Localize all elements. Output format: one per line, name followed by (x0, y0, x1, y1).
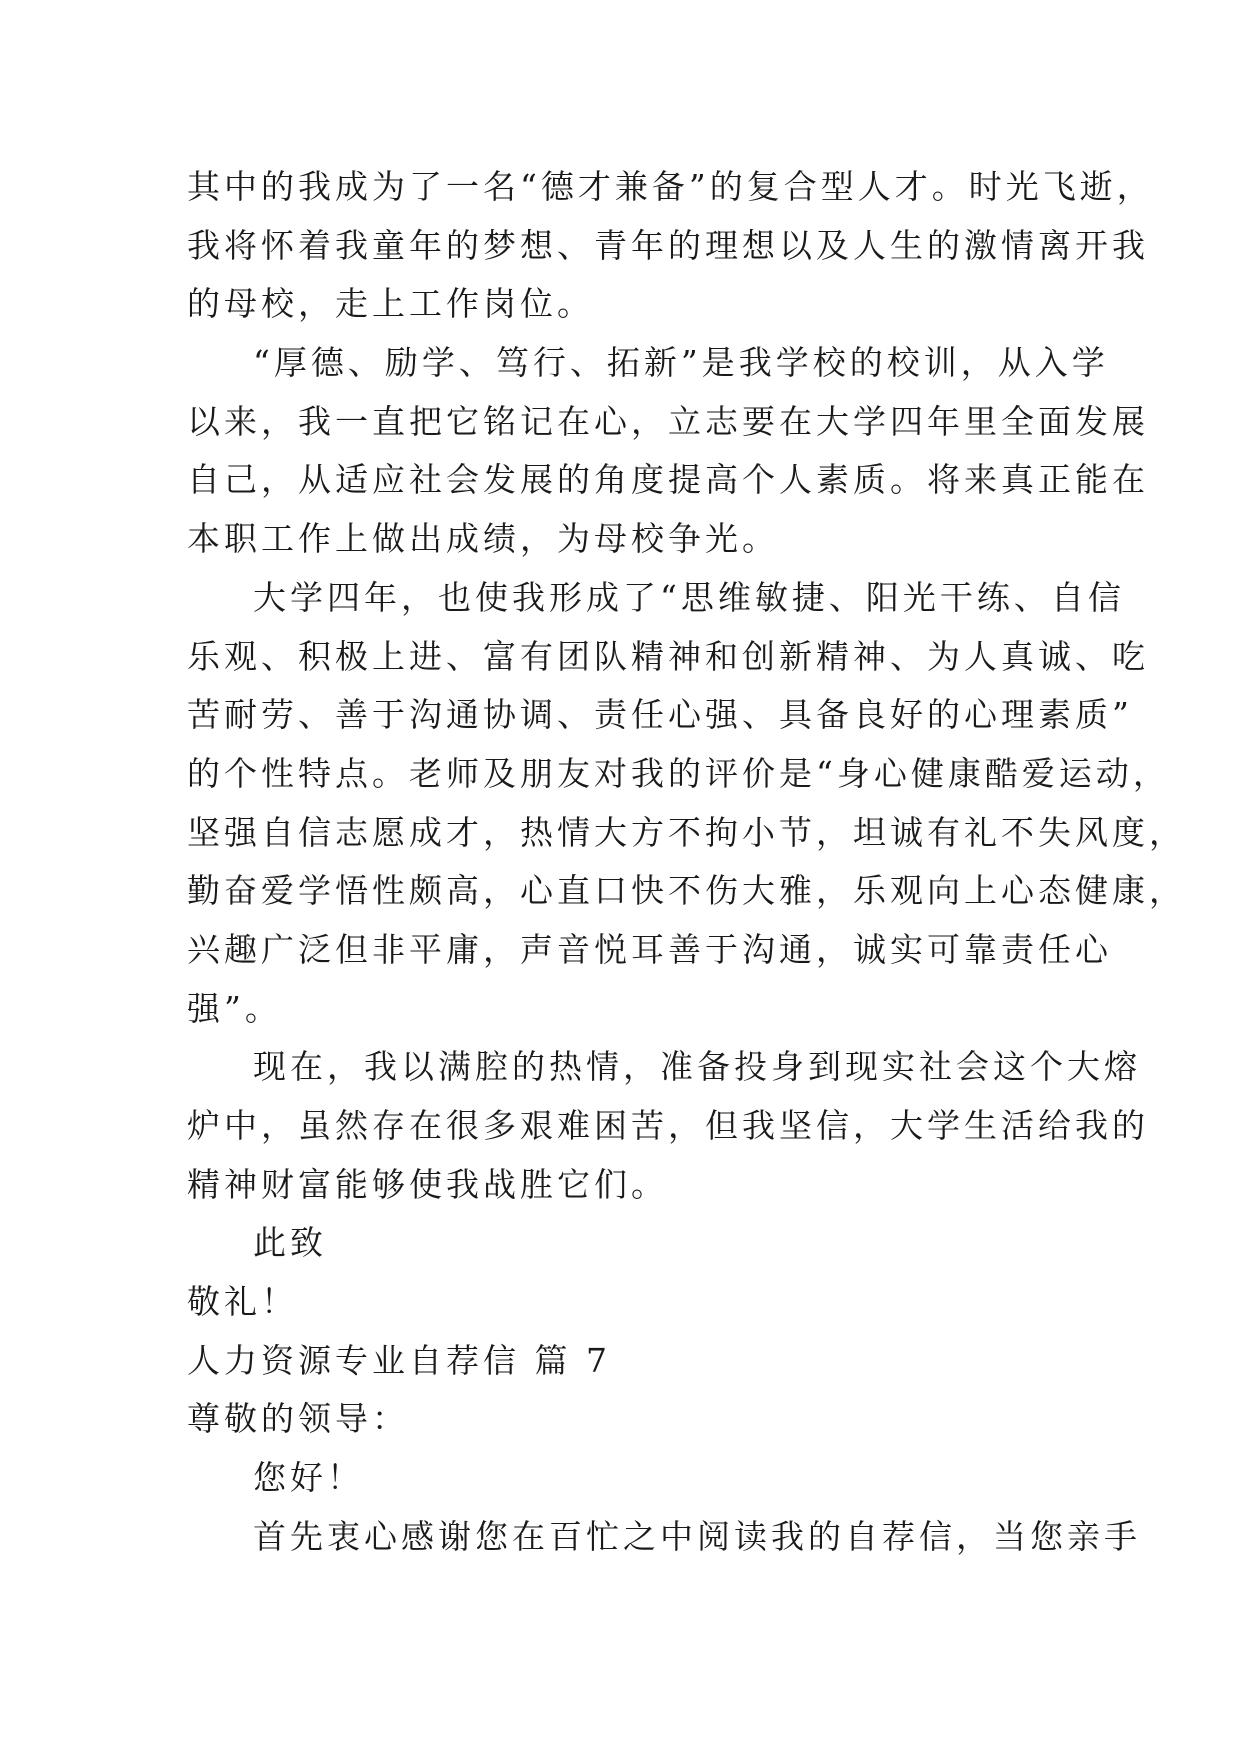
text-line: 以来，我一直把它铭记在心，立志要在大学四年里全面发展 (187, 401, 1149, 441)
greeting-hello: 您好！ (253, 1458, 364, 1498)
closing-regards: 敬礼！ (187, 1282, 298, 1322)
text-line: 现在，我以满腔的热情，准备投身到现实社会这个大熔 (253, 1047, 1141, 1087)
text-line: 自己，从适应社会发展的角度提高个人素质。将来真正能在 (187, 460, 1149, 500)
text-line: 大学四年，也使我形成了“思维敏捷、阳光干练、自信 (253, 577, 1125, 617)
text-line: 兴趣广泛但非平庸，声音悦耳善于沟通，诚实可靠责任心 (187, 929, 1112, 969)
text-line: 乐观、积极上进、富有团队精神和创新精神、为人真诚、吃 (187, 636, 1149, 676)
text-line: 苦耐劳、善于沟通协调、责任心强、具备良好的心理素质” (187, 695, 1133, 735)
text-line: “厚德、励学、笃行、拓新”是我学校的校训，从入学 (253, 343, 1109, 383)
text-line: 首先衷心感谢您在百忙之中阅读我的自荐信，当您亲手 (253, 1516, 1141, 1556)
letter-body (187, 158, 1186, 1567)
greeting-recipient: 尊敬的领导： (187, 1399, 409, 1439)
text-line: 强”。 (187, 988, 282, 1028)
text-line: 的母校，走上工作岗位。 (187, 284, 594, 324)
text-line: 的个性特点。老师及朋友对我的评价是“身心健康酷爱运动， (187, 753, 1170, 793)
text-line: 精神财富能够使我战胜它们。 (187, 1164, 668, 1204)
text-line: 炉中，虽然存在很多艰难困苦，但我坚信，大学生活给我的 (187, 1106, 1149, 1145)
text-line: 坚强自信志愿成才，热情大方不拘小节，坦诚有礼不失风度， (187, 812, 1186, 852)
text-line: 我将怀着我童年的梦想、青年的理想以及人生的激情离开我 (187, 225, 1149, 265)
text-line: 本职工作上做出成绩，为母校争光。 (187, 519, 779, 559)
text-line: 其中的我成为了一名“德才兼备”的复合型人才。时光飞逝， (187, 167, 1154, 206)
text-line: 勤奋爱学悟性颇高，心直口快不伤大雅，乐观向上心态健康， (187, 871, 1186, 911)
section-heading: 人力资源专业自荐信 篇 7 (187, 1340, 611, 1380)
closing-salutation: 此致 (253, 1223, 327, 1263)
